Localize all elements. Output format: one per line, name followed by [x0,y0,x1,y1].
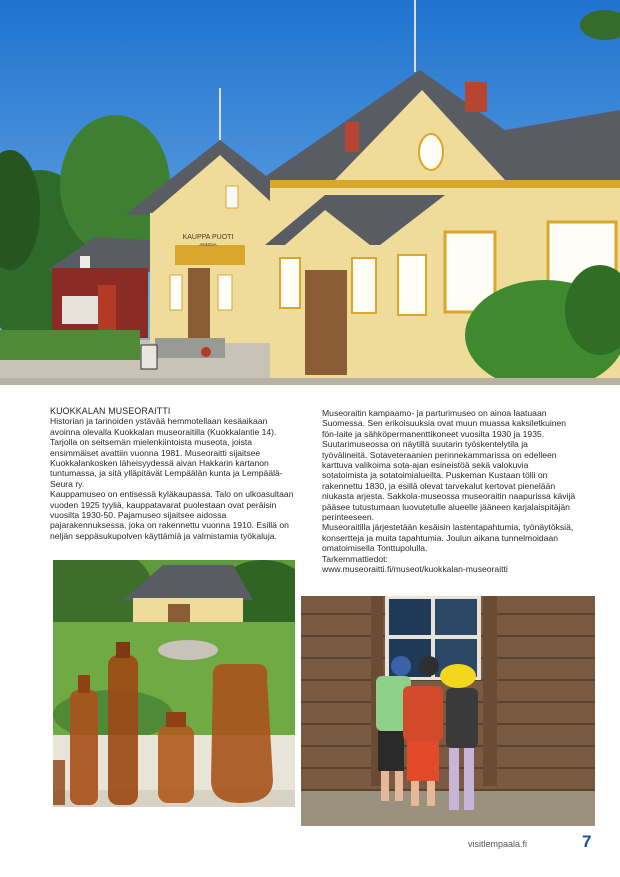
right-line: niukasta arjesta. Sakkola-museossa museoraitin naapurissa kävijä [322,491,576,502]
left-line: Tarjolla on seitsemän mielenkiintoista museota, joista [50,437,253,448]
hero-photo-museum-building [0,0,620,385]
right-line: karttuva valikoima sota-ajan esineistöä sekä valokuvia [322,460,529,471]
right-line: Museoraitin kampaamo- ja parturimuseo on ainoa laatuaan [322,408,547,418]
left-line: Kuokkalankosken läheisyydessä aivan Hakkarin kartanon [50,458,269,469]
right-line: rakennettu 1830, ja esillä olevat tarvekalut kertovat pienelään [322,480,556,491]
left-line: pajarakennuksessa, joka on rakennettu vuonna 1910. Esillä on [50,520,289,531]
right-line: omatoimisella Tonttupolulla. [322,543,428,554]
hero-illustration [0,0,620,385]
photo-children-at-window [301,596,595,826]
right-line: Suutarimuseossa on näytillä suutarin työskentelytila ja [322,439,528,450]
bottles-illustration [53,560,295,807]
left-line: neljän seppäsukupolven käyttämiä ja valmistamia työkaluja. [50,530,277,541]
right-line: perinteeseen. [322,512,375,523]
left-line: avoinna olevalla Kuokkalan museoraitilla (Kuokkalantie 14). [50,426,277,437]
left-line: vuoden 1925 tyyliä, kauppatavarat puolestaan ovat peräisin [50,499,277,510]
left-line: Seura ry. [50,478,85,489]
right-line: pääsee tutustumaan luovutetulle alueelle jääneen karjalaispitäjän [322,501,570,512]
right-line: Tarkemmattiedot: [322,553,388,564]
right-line: Museoraitilla järjestetään kesäisin lastentapahtumia, työnäytöksiä, [322,522,574,533]
left-line: vuosilta 1930-50. Pajamuseo sijaitsee aidossa [50,510,227,521]
left-line: Historian ja tarinoiden ystävää hemmotellaan kesäaikaan [50,416,268,427]
museum-link[interactable]: www.museoraitti.fi/museot/kuokkalan-museoraitti [322,564,508,575]
left-line: ensimmäiset avattiin vuonna 1981. Museoraitti sijaitsee [50,447,261,458]
shop-sign: KAUPPA PUOTI [182,234,234,241]
right-line: fön-laite ja sähköpermanenttikoneet vuosilta 1930 ja 1935. [322,428,545,439]
right-line: Suomessa. Sen erikoisuuksia ovat muun muassa kaksiletkuinen [322,418,567,429]
left-line: tuntumassa, ja sitä ylläpitävät Lempäälän kunta ja Lempäälä- [50,468,283,479]
article-heading: KUOKKALAN MUSEORAITTI [50,406,171,416]
right-line: konsertteja ja muita tapahtumia. Joulun aikana tunnelmoidaan [322,532,559,543]
left-line: Kauppamuseo on entisessä kyläkaupassa. Talo on ulkoasultaan [50,489,294,500]
right-text-column [322,408,594,575]
kids-illustration [301,596,595,826]
left-text-column [50,406,312,541]
right-line: työvälineitä. Sotaveteraanien perinnekammarissa on edelleen [322,449,557,460]
right-line: sotatoimista ja sotatoimialueilta. Puskeman Kustaan tölli on [322,470,548,481]
footer-website-url[interactable]: visitlempaala.fi [468,839,528,849]
shop-sign-subtext: ANNOIA [199,242,217,247]
page-number: 7 [582,832,592,851]
photo-amber-bottles [53,560,295,807]
